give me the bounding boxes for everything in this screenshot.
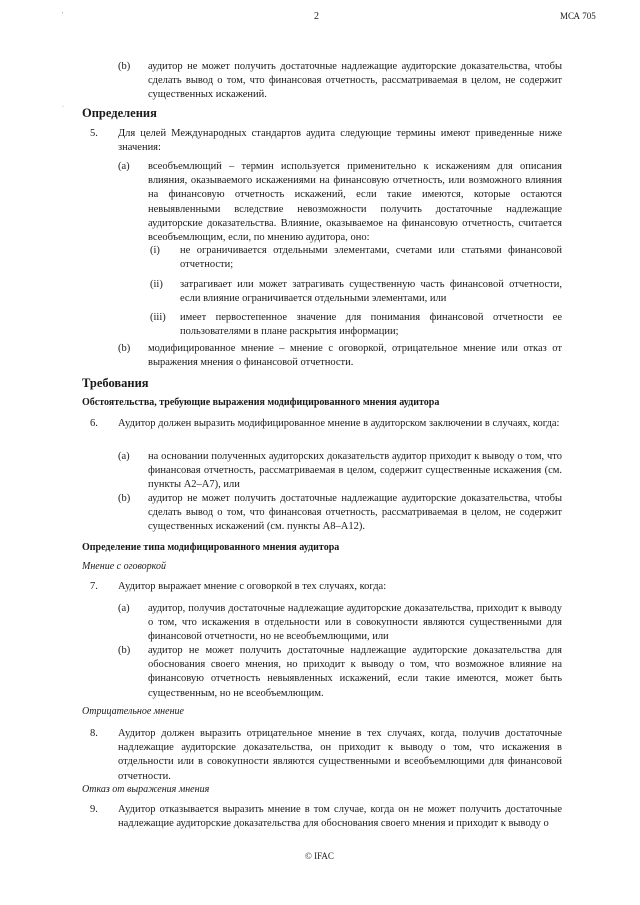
- scan-edge-mark: ': [62, 12, 64, 18]
- paragraph-text: Аудитор отказывается выразить мнение в том случае, когда он не может получить достаточные надлежащие аудиторские доказательства для обоснования своего мнения и приходит к выводу о: [118, 804, 562, 830]
- item-label: (b): [118, 61, 131, 72]
- item-label: (a): [118, 161, 130, 172]
- subsection-heading: Обстоятельства, требующие выражения модифицированного мнения аудитора: [82, 397, 440, 408]
- paragraph-number: 7.: [90, 581, 98, 592]
- paragraph-text: Для целей Международных стандартов аудита следующие термины имеют приведенные ниже значения:: [118, 128, 562, 154]
- paragraph-number: 5.: [90, 128, 98, 139]
- item-label: (b): [118, 493, 131, 504]
- subitem-label: (iii): [150, 312, 166, 323]
- subsection-subheading: Мнение с оговоркой: [82, 561, 166, 572]
- item-label: (b): [118, 645, 131, 656]
- paragraph-text: всеобъемлющий – термин используется применительно к искажениям для описания влияния, оказываемого искажениями на финансовую отчетность, или возможного влияния на финансовую отчетность искажений, если такие имеются, которые остаются невыявленными вследствие невозможности получить достаточные надлежащие аудиторские доказательства. Влияние, оказываемое на финансовую отчетность, считается всеобъемлющим, если, по мнению аудитора, оно:: [148, 161, 562, 244]
- paragraph-text: аудитор не может получить достаточные надлежащие аудиторские доказательства, чтобы сделать вывод о том, что финансовая отчетность, рассматриваемая в целом, не содержит существенных искажений (см. пункты А8–А12).: [148, 493, 562, 533]
- page-number: 2: [314, 11, 319, 22]
- paragraph-text: на основании полученных аудиторских доказательств аудитор приходит к выводу о том, что финансовая отчетность, рассматриваемая в целом, содержит существенные искажения (см. пункты А2–А7), или: [148, 451, 562, 491]
- item-label: (a): [118, 451, 130, 462]
- section-heading-requirements: Требования: [82, 376, 149, 390]
- paragraph-text: аудитор не может получить достаточные надлежащие аудиторские доказательства для обоснования своего мнения, но приходит к выводу о том, что возможное влияние на финансовую отчетность невыявленных искажений, если такие имеются, может быть существенным, но не всеобъемлющим.: [148, 645, 562, 699]
- paragraph-number: 9.: [90, 804, 98, 815]
- subsection-heading: Определение типа модифицированного мнения аудитора: [82, 542, 340, 553]
- subsection-subheading: Отрицательное мнение: [82, 706, 184, 717]
- paragraph-text: аудитор, получив достаточные надлежащие аудиторские доказательства, приходит к выводу о том, что искажения в отдельности или в совокупности являются существенными для финансовой отчетности, но не всеобъемлющими, или: [148, 603, 562, 643]
- item-label: (a): [118, 603, 130, 614]
- item-label: (b): [118, 343, 131, 354]
- section-heading-definitions: Определения: [82, 106, 157, 120]
- paragraph-number: 8.: [90, 728, 98, 739]
- paragraph-text: Аудитор выражает мнение с оговоркой в тех случаях, когда:: [118, 581, 387, 592]
- paragraph-text: имеет первостепенное значение для понимания финансовой отчетности ее пользователями в плане раскрытия информации;: [180, 312, 562, 338]
- subsection-subheading: Отказ от выражения мнения: [82, 784, 210, 795]
- paragraph-text: не ограничивается отдельными элементами, счетами или статьями финансовой отчетности;: [180, 245, 562, 271]
- scan-edge-mark: ·: [62, 104, 64, 110]
- subitem-label: (ii): [150, 279, 163, 290]
- paragraph-text: Аудитор должен выразить модифицированное мнение в аудиторском заключении в случаях, когда:: [118, 418, 560, 429]
- subitem-label: (i): [150, 245, 160, 256]
- paragraph-text: аудитор не может получить достаточные надлежащие аудиторские доказательства, чтобы сделать вывод о том, что финансовая отчетность, рассматриваемая в целом, не содержит существенных искажений.: [148, 61, 562, 101]
- paragraph-text: модифицированное мнение – мнение с оговоркой, отрицательное мнение или отказ от выражения мнения о финансовой отчетности.: [148, 343, 562, 369]
- paragraph-number: 6.: [90, 418, 98, 429]
- page-footer: © IFAC: [305, 851, 334, 861]
- standard-code: МСА 705: [560, 11, 596, 21]
- paragraph-text: Аудитор должен выразить отрицательное мнение в тех случаях, когда, получив достаточные надлежащие аудиторские доказательства, он приходит к выводу о том, что искажения в отдельности или в совокупности являются существенными и всеобъемлющими для финансовой отчетности.: [118, 728, 562, 782]
- paragraph-text: затрагивает или может затрагивать существенную часть финансовой отчетности, если влияние ограничивается отдельными элементами, или: [180, 279, 562, 305]
